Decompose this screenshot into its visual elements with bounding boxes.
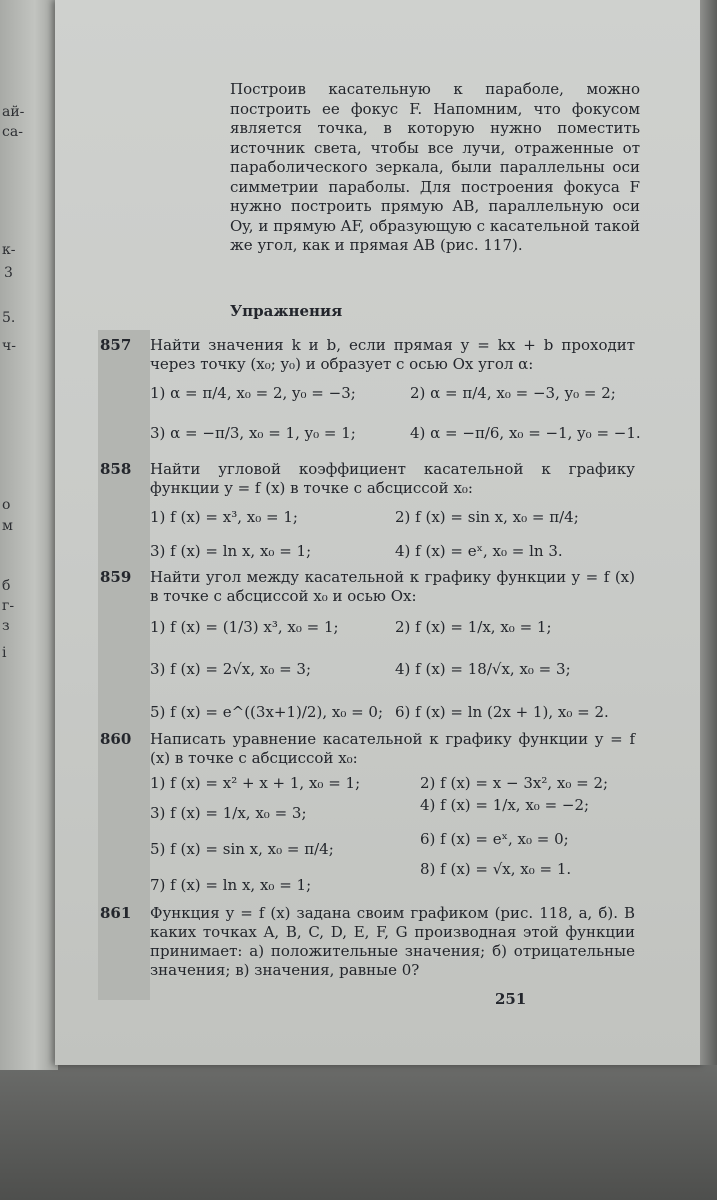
page-edge-right xyxy=(700,0,717,1065)
exercise-item: 8) f (x) = √x, x₀ = 1. xyxy=(420,860,572,878)
margin-fragment: б xyxy=(2,578,11,594)
exercise-task: Найти угловой коэффициент касательной к графику функции y = f (x) в точке с абсциссой x₀: xyxy=(150,460,635,497)
margin-fragment: ч- xyxy=(2,338,16,354)
exercise-item: 7) f (x) = ln x, x₀ = 1; xyxy=(150,876,312,894)
left-page-edge xyxy=(0,0,58,1070)
exercise-number: 861 xyxy=(100,904,132,922)
margin-fragment: і xyxy=(2,645,7,661)
exercise-item: 2) f (x) = 1/x, x₀ = 1; xyxy=(395,618,552,636)
exercise-item: 2) f (x) = sin x, x₀ = π/4; xyxy=(395,508,579,526)
margin-fragment: г- xyxy=(2,598,15,614)
exercise-number: 859 xyxy=(100,568,132,586)
exercise-858 xyxy=(100,460,640,560)
exercise-item: 1) f (x) = x² + x + 1, x₀ = 1; xyxy=(150,774,361,792)
exercise-task: Написать уравнение касательной к графику функции y = f (x) в точке с абсциссой x₀: xyxy=(150,730,635,767)
exercise-item: 6) f (x) = eˣ, x₀ = 0; xyxy=(420,830,569,848)
exercise-item: 4) f (x) = eˣ, x₀ = ln 3. xyxy=(395,542,563,560)
margin-fragment: о xyxy=(2,497,11,513)
margin-fragment: 5. xyxy=(2,310,16,326)
exercise-number: 860 xyxy=(100,730,132,748)
margin-fragment: 3 xyxy=(4,265,13,281)
exercise-859 xyxy=(100,568,640,728)
desk-background xyxy=(0,1060,717,1200)
exercise-number: 857 xyxy=(100,336,132,354)
exercise-task: Найти угол между касательной к графику функции y = f (x) в точке с абсциссой x₀ и осью Ox: xyxy=(150,568,635,605)
page-number: 251 xyxy=(495,990,527,1008)
exercise-item: 6) f (x) = ln (2x + 1), x₀ = 2. xyxy=(395,703,609,721)
margin-fragment: к- xyxy=(2,242,16,258)
exercise-item: 1) f (x) = (1/3) x³, x₀ = 1; xyxy=(150,618,339,636)
exercise-item: 1) f (x) = x³, x₀ = 1; xyxy=(150,508,298,526)
exercise-860 xyxy=(100,730,640,900)
exercise-item: 5) f (x) = sin x, x₀ = π/4; xyxy=(150,840,334,858)
exercise-number: 858 xyxy=(100,460,132,478)
section-heading: Упражнения xyxy=(230,302,343,320)
margin-fragment: са- xyxy=(2,124,23,140)
margin-fragment: ай- xyxy=(2,104,25,120)
exercise-item: 5) f (x) = e^((3x+1)/2), x₀ = 0; xyxy=(150,703,384,721)
exercise-task: Найти значения k и b, если прямая y = kx + b проходит через точку (x₀; y₀) и образует с осью Ox угол α: xyxy=(150,336,635,373)
exercise-item: 3) f (x) = 1/x, x₀ = 3; xyxy=(150,804,307,822)
margin-fragment: з xyxy=(2,618,10,634)
exercise-task: Функция y = f (x) задана своим графиком (рис. 118, а, б). В каких точках A, B, C, D, E, F, G производная этой функции принимает: а) положительные значения; б) отрицательные значения; в) значения, равные 0? xyxy=(150,904,635,979)
exercise-item: 4) f (x) = 1/x, x₀ = −2; xyxy=(420,796,590,814)
exercise-857 xyxy=(100,336,640,456)
exercise-item: 3) α = −π/3, x₀ = 1, y₀ = 1; xyxy=(150,424,356,442)
margin-fragment: м xyxy=(2,518,13,534)
exercise-861 xyxy=(100,904,640,994)
exercise-item: 3) f (x) = ln x, x₀ = 1; xyxy=(150,542,312,560)
exercise-item: 3) f (x) = 2√x, x₀ = 3; xyxy=(150,660,312,678)
exercise-item: 4) f (x) = 18/√x, x₀ = 3; xyxy=(395,660,571,678)
exercise-item: 1) α = π/4, x₀ = 2, y₀ = −3; xyxy=(150,384,356,402)
exercise-item: 4) α = −π/6, x₀ = −1, y₀ = −1. xyxy=(410,424,641,442)
exercise-item: 2) f (x) = x − 3x², x₀ = 2; xyxy=(420,774,609,792)
exercise-item: 2) α = π/4, x₀ = −3, y₀ = 2; xyxy=(410,384,616,402)
intro-paragraph: Построив касательную к параболе, можно построить ее фокус F. Напомним, что фокусом является точка, в которую нужно поместить источник света, чтобы все лучи, отраженные от параболического зеркала, были параллельны оси симметрии параболы. Для построения фокуса F нужно построить прямую AB, параллельную оси Oy, и прямую AF, образующую с касательной такой же угол, как и прямая AB (рис. 117). xyxy=(230,80,640,254)
